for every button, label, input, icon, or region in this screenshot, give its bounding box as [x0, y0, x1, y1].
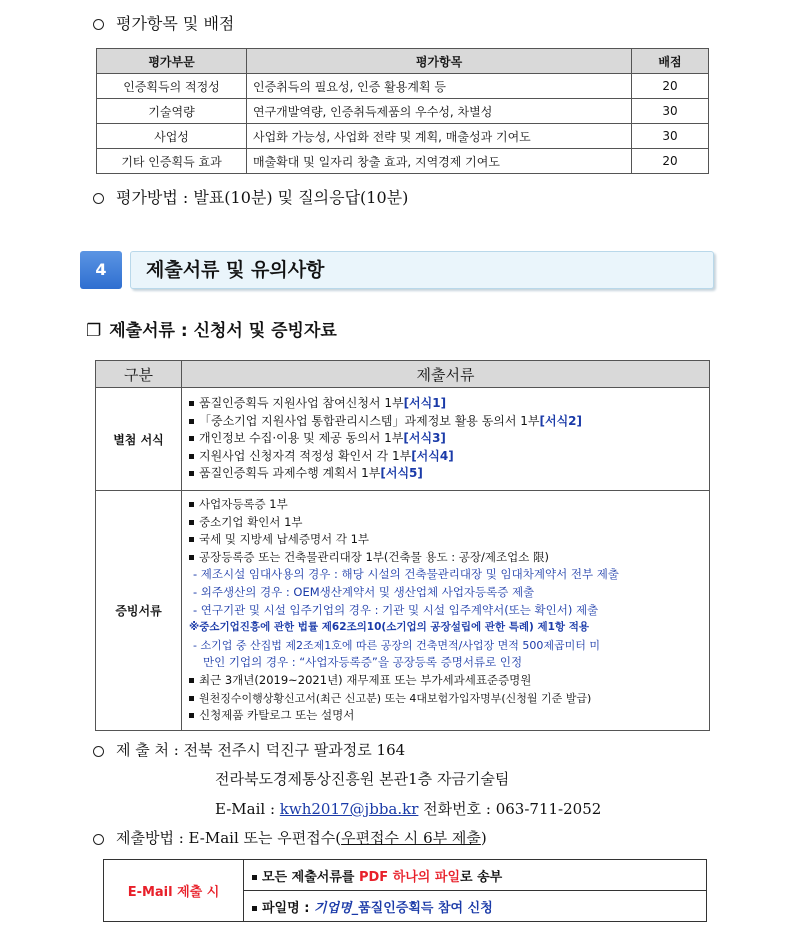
- category-cell: 증빙서류: [96, 491, 182, 731]
- evaluation-table: [96, 48, 709, 174]
- square-bullet-icon: [189, 502, 194, 507]
- items-cell: 사업화 가능성, 사업화 전략 및 계획, 매출성과 기여도: [247, 124, 632, 149]
- table-row: [97, 149, 709, 174]
- square-bullet-icon: [189, 713, 194, 718]
- list-item: 품질인증획득 지원사업 참여신청서 1부[서식1]: [189, 395, 702, 413]
- square-bullet-icon: [189, 471, 194, 476]
- list-item: 지원사업 신청자격 적정성 확인서 각 1부[서식4]: [189, 448, 702, 466]
- items-cell: 연구개발역량, 인증취득제품의 우수성, 차별성: [247, 99, 632, 124]
- documents-table: [95, 360, 710, 731]
- list-item: 공장등록증 또는 건축물관리대장 1부(건축물 용도 : 공장/제조업소 限): [189, 549, 702, 567]
- docs-heading: ❐ 제출서류 : 신청서 및 증빙자료: [86, 321, 337, 341]
- list-item: 「중소기업 지원사업 통합관리시스템」과제정보 활용 동의서 1부[서식2]: [189, 413, 702, 431]
- eval-heading: 평가항목 및 배점: [93, 12, 234, 36]
- square-bullet-icon: [189, 555, 194, 560]
- email-link[interactable]: kwh2017@jbba.kr: [279, 800, 419, 818]
- section-title: 제출서류 및 유의사항: [146, 259, 325, 281]
- circle-bullet-icon: [93, 193, 104, 204]
- area-cell: 기술역량: [97, 99, 247, 124]
- table-row: [104, 860, 707, 891]
- square-bullet-icon: [189, 436, 194, 441]
- documents-cell: [182, 388, 710, 491]
- square-bullet-icon: [252, 906, 257, 911]
- evidence-list: [183, 492, 708, 729]
- score-cell: 30: [632, 99, 709, 124]
- list-item: 품질인증획득 과제수행 계획서 1부[서식5]: [189, 465, 702, 483]
- column-header: 제출서류: [182, 361, 710, 388]
- list-item: 사업자등록증 1부: [189, 496, 702, 514]
- section-number-badge: 4: [80, 251, 122, 289]
- square-bullet-icon: [189, 537, 194, 542]
- column-header: 배점: [632, 49, 709, 74]
- checkbox-square-icon: ❐: [86, 321, 102, 341]
- square-bullet-icon: [189, 696, 194, 701]
- email-submission-box: [103, 859, 707, 922]
- table-header-row: [96, 361, 710, 388]
- contact-line: E-Mail : kwh2017@jbba.kr 전화번호 : 063-711-2052: [215, 800, 602, 818]
- table-row: [97, 99, 709, 124]
- table-row: [97, 74, 709, 99]
- circle-bullet-icon: [93, 746, 104, 757]
- list-item: 국세 및 지방세 납세증명서 각 1부: [189, 531, 702, 549]
- submit-method: 제출방법 : E-Mail 또는 우편접수(우편접수 시 6부 제출): [93, 826, 487, 850]
- email-submit-label: E-Mail 제출 시: [104, 860, 244, 922]
- score-cell: 30: [632, 124, 709, 149]
- attached-forms-list: [183, 391, 708, 487]
- column-header: 구분: [96, 361, 182, 388]
- category-cell: 별첨 서식: [96, 388, 182, 491]
- sub-item: - 외주생산의 경우 : OEM생산계약서 및 생산업체 사업자등록증 제출: [193, 584, 535, 599]
- submit-place-line2: 전라북도경제통상진흥원 본관1층 자금기술팀: [215, 770, 510, 788]
- table-header-row: [97, 49, 709, 74]
- documents-cell: [182, 491, 710, 731]
- table-row: [97, 124, 709, 149]
- square-bullet-icon: [189, 401, 194, 406]
- list-item: 원천징수이행상황신고서(최근 신고분) 또는 4대보험가입자명부(신청월 기준 발급): [189, 690, 702, 708]
- table-row: [96, 388, 710, 491]
- square-bullet-icon: [252, 875, 257, 880]
- eval-method: 평가방법 : 발표(10분) 및 질의응답(10분): [93, 186, 408, 210]
- sub-item: 만인 기업의 경우 : “사업자등록증”을 공장등록 증명서류로 인정: [203, 655, 523, 670]
- square-bullet-icon: [189, 419, 194, 424]
- square-bullet-icon: [189, 678, 194, 683]
- list-item: 신청제품 카탈로그 또는 설명서: [189, 707, 702, 725]
- email-rule-row: 모든 제출서류를 PDF 하나의 파일로 송부: [244, 860, 707, 891]
- square-bullet-icon: [189, 520, 194, 525]
- note-item: ※중소기업진흥에 관한 법률 제62조의10(소기업의 공장설립에 관한 특례) 제1항 적용: [189, 621, 590, 634]
- items-cell: 매출확대 및 일자리 창출 효과, 지역경제 기여도: [247, 149, 632, 174]
- sub-item: - 제조시설 임대사용의 경우 : 해당 시설의 건축물관리대장 및 임대차계약서 전부 제출: [193, 567, 619, 582]
- filename-rule-row: 파일명 : 기업명_품질인증획득 참여 신청: [244, 891, 707, 922]
- circle-bullet-icon: [93, 834, 104, 845]
- sub-item: - 연구기관 및 시설 입주기업의 경우 : 기관 및 시설 입주계약서(또는 확인서) 제출: [193, 602, 599, 617]
- column-header: 평가부문: [97, 49, 247, 74]
- score-cell: 20: [632, 149, 709, 174]
- submit-place: 제 출 처 : 전북 전주시 덕진구 팔과정로 164: [93, 738, 405, 762]
- score-cell: 20: [632, 74, 709, 99]
- area-cell: 기타 인증획득 효과: [97, 149, 247, 174]
- items-cell: 인증취득의 필요성, 인증 활용계획 등: [247, 74, 632, 99]
- area-cell: 인증획득의 적정성: [97, 74, 247, 99]
- circle-bullet-icon: [93, 19, 104, 30]
- area-cell: 사업성: [97, 124, 247, 149]
- list-item: 개인정보 수집·이용 및 제공 동의서 1부[서식3]: [189, 430, 702, 448]
- table-row: [96, 491, 710, 731]
- list-item: 최근 3개년(2019~2021년) 재무제표 또는 부가세과세표준증명원: [189, 672, 702, 690]
- list-item: 중소기업 확인서 1부: [189, 514, 702, 532]
- sub-item: - 소기업 중 산집법 제2조제1호에 따른 공장의 건축면적/사업장 면적 500제곱미터 미: [193, 638, 601, 652]
- square-bullet-icon: [189, 454, 194, 459]
- column-header: 평가항목: [247, 49, 632, 74]
